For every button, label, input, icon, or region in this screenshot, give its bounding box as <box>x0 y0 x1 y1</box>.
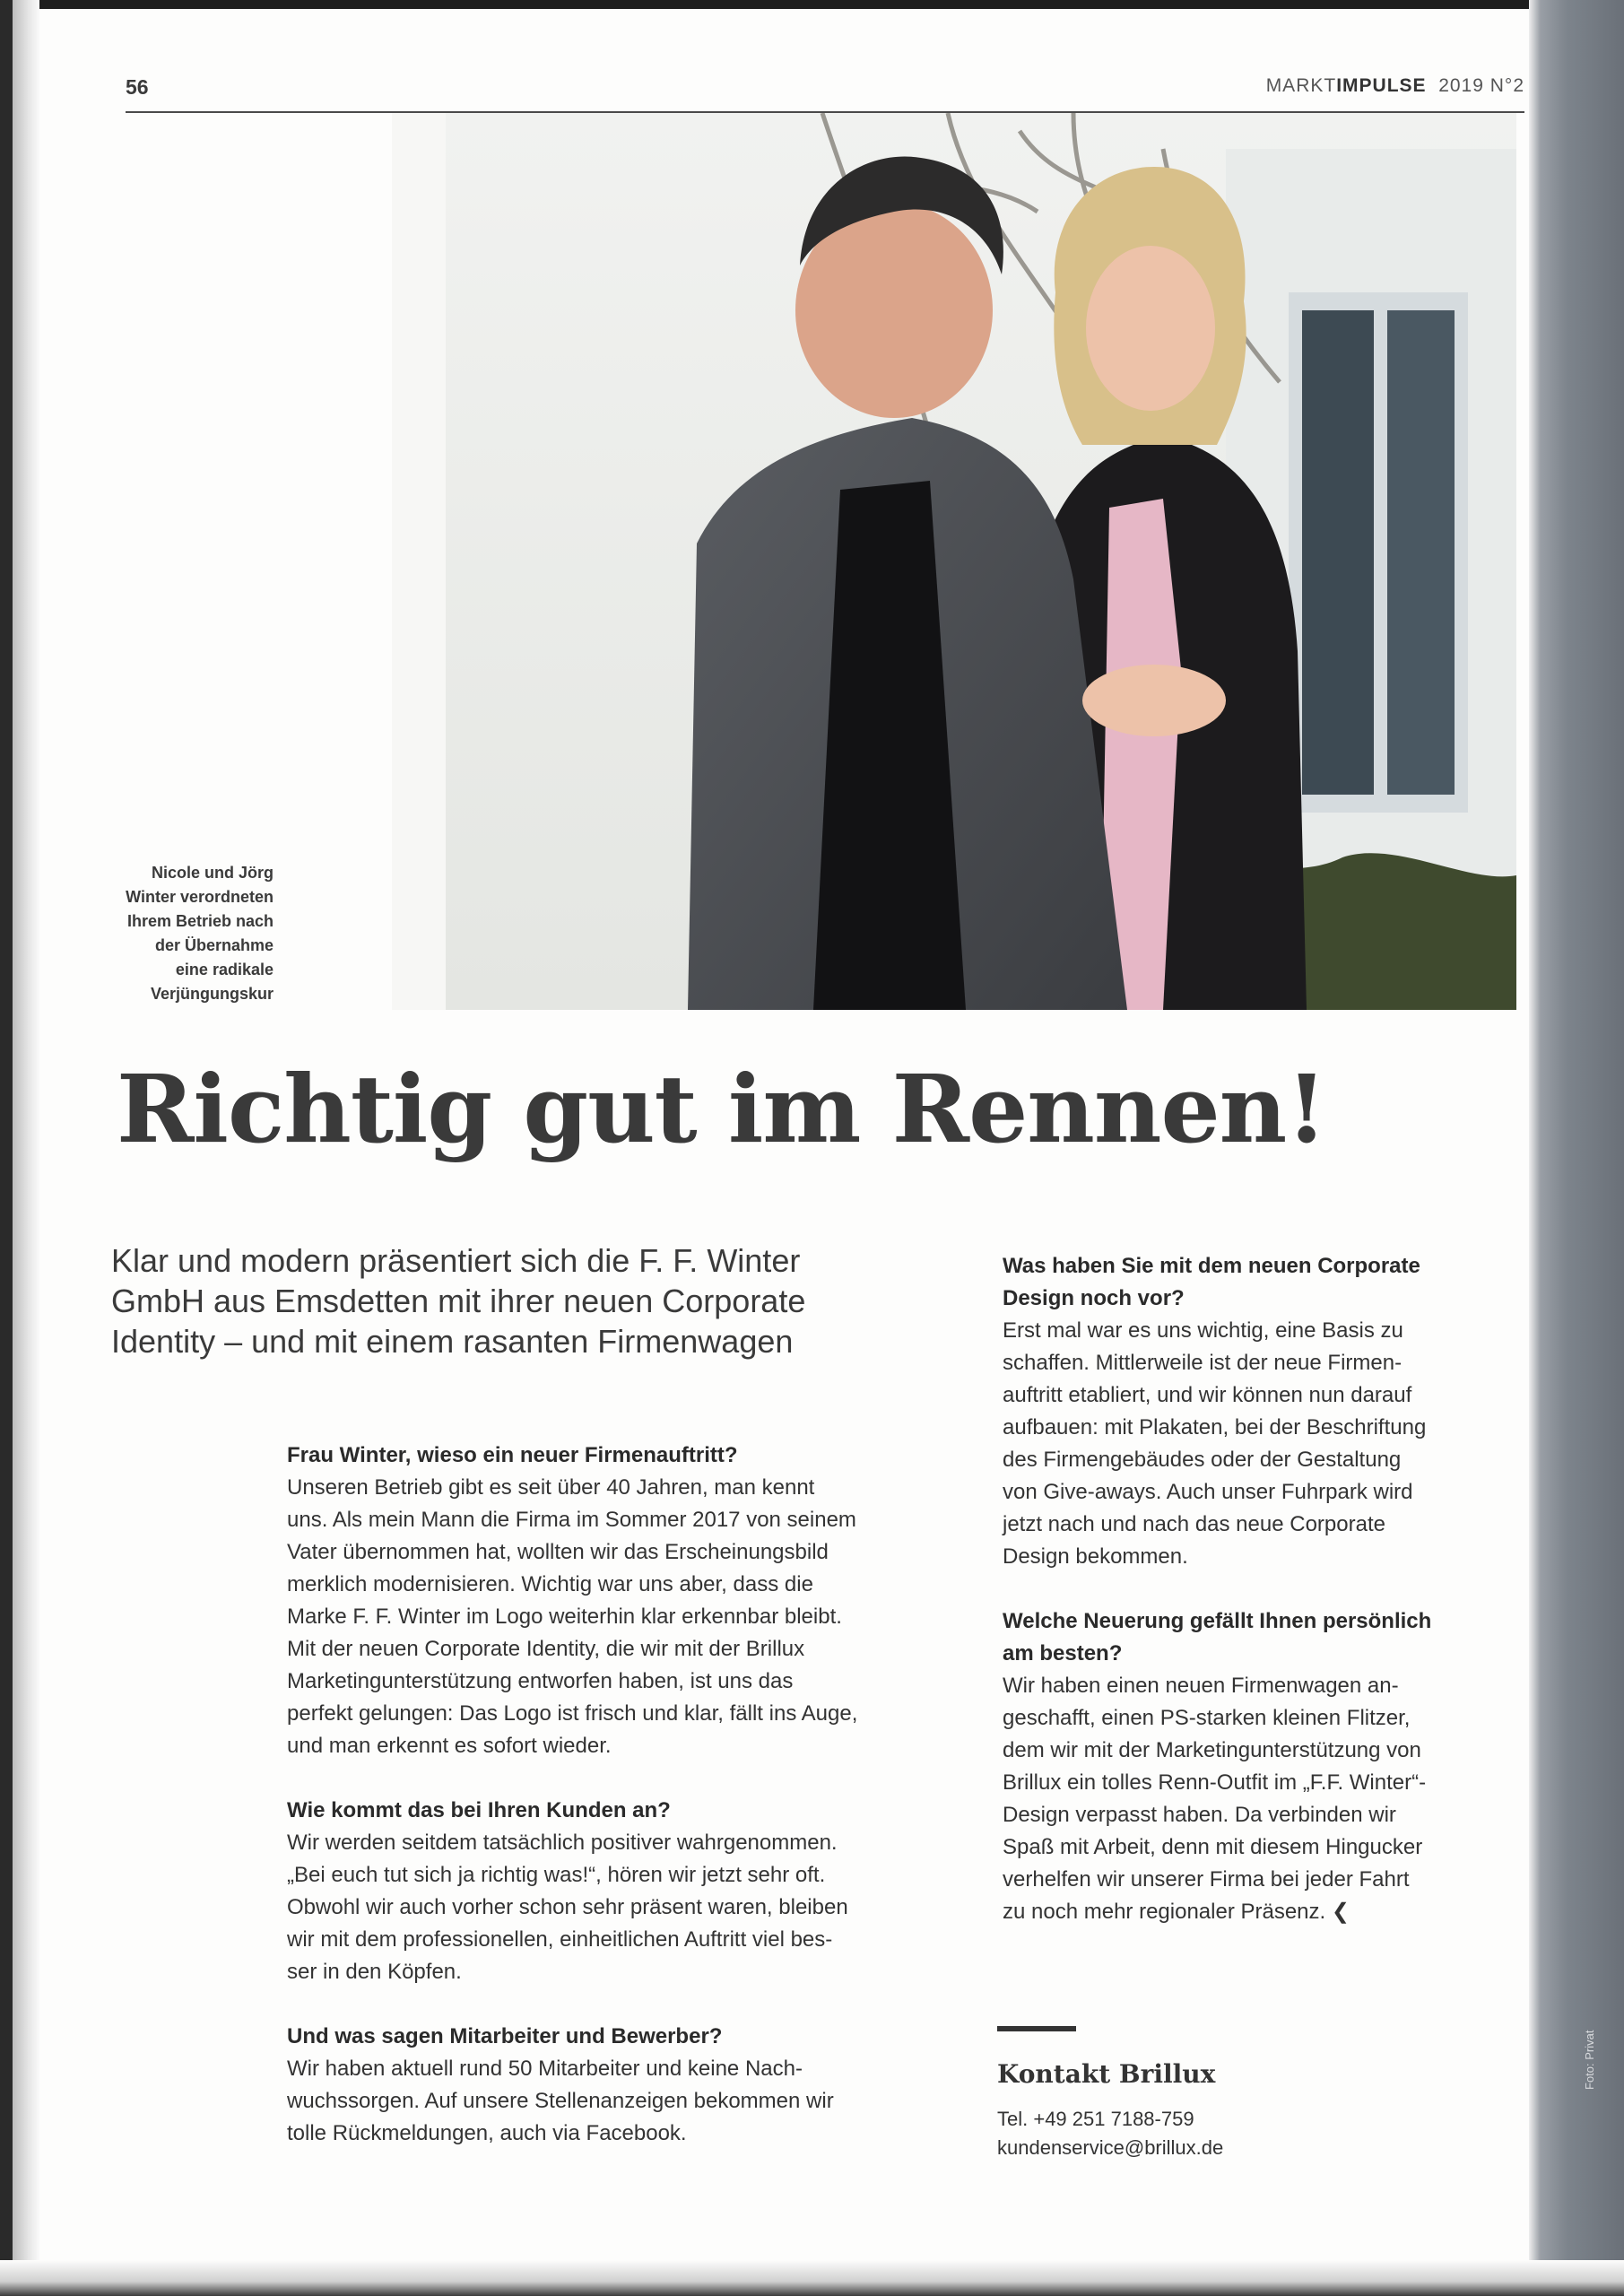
article-headline: Richtig gut im Rennen! <box>117 1054 1326 1164</box>
answer-line: Marketingunterstützung entworfen haben, ist uns das <box>287 1669 794 1693</box>
contact-email: kundenservice@brillux.de <box>997 2136 1224 2159</box>
interview-block <box>1003 1250 1523 1573</box>
caption-line: Nicole und Jörg <box>151 864 274 882</box>
interview-answer <box>1003 1315 1523 1573</box>
answer-line: von Give-aways. Auch unser Fuhrpark wird <box>1003 1480 1413 1504</box>
magazine-name: IMPULSE <box>1336 75 1427 96</box>
contact-title: Kontakt Brillux <box>997 2059 1216 2089</box>
interview-right-column <box>1003 1250 1523 1961</box>
article-photo <box>392 113 1516 1010</box>
answer-line: Design bekommen. <box>1003 1544 1188 1569</box>
interview-question: Design noch vor? <box>1003 1286 1185 1310</box>
contact-rule <box>997 2026 1076 2031</box>
answer-line: Brillux ein tolles Renn-Outfit im „F.F. Winter“- <box>1003 1770 1427 1795</box>
answer-line: wuchssorgen. Auf unsere Stellenanzeigen bekommen wir <box>287 2089 834 2113</box>
answer-line: perfekt gelungen: Das Logo ist frisch und klar, fällt ins Auge, <box>287 1701 858 1726</box>
magazine-spine <box>1529 0 1624 2296</box>
interview-question: Frau Winter, wieso ein neuer Firmenauftritt? <box>287 1443 738 1467</box>
answer-line: Spaß mit Arbeit, denn mit diesem Hingucker <box>1003 1835 1423 1859</box>
answer-line: Wir haben aktuell rund 50 Mitarbeiter und keine Nach- <box>287 2057 803 2081</box>
caption-line: Ihrem Betrieb nach <box>126 912 274 930</box>
photo-couple-icon <box>392 113 1516 1010</box>
answer-line: des Firmengebäudes oder der Gestaltung <box>1003 1448 1402 1472</box>
interview-question: Und was sagen Mitarbeiter und Bewerber? <box>287 2024 723 2048</box>
page-header <box>126 72 1524 111</box>
scan-frame-top <box>0 0 1624 9</box>
interview-answer <box>1003 1670 1523 1928</box>
caption-line: Winter verordneten <box>126 888 274 906</box>
answer-line: Unseren Betrieb gibt es seit über 40 Jahren, man kennt <box>287 1475 815 1500</box>
page-number: 56 <box>126 75 149 99</box>
answer-line: aufbauen: mit Plakaten, bei der Beschriftung <box>1003 1415 1427 1439</box>
answer-line: jetzt nach und nach das neue Corporate <box>1003 1512 1385 1536</box>
interview-question: Welche Neuerung gefällt Ihnen persönlich <box>1003 1609 1432 1633</box>
answer-line: geschafft, einen PS-starken kleinen Flitzer, <box>1003 1706 1411 1730</box>
interview-block <box>287 1795 986 1988</box>
interview-block <box>287 1439 986 1762</box>
lead-line: Klar und modern präsentiert sich die F. F. Winter <box>111 1242 801 1279</box>
magazine-issue: 2019 N°2 <box>1438 75 1524 96</box>
answer-line: verhelfen wir unserer Firma bei jeder Fahrt <box>1003 1867 1410 1892</box>
answer-line: uns. Als mein Mann die Firma im Sommer 2017 von seinem <box>287 1508 856 1532</box>
answer-line: merklich modernisieren. Wichtig war uns aber, dass die <box>287 1572 813 1596</box>
scan-frame-bottom <box>0 2260 1624 2296</box>
answer-line: Mit der neuen Corporate Identity, die wir mit der Brillux <box>287 1637 805 1661</box>
photo-credit: Foto: Privat <box>1583 2030 1596 2090</box>
binding-gutter <box>13 0 39 2296</box>
interview-answer <box>287 2053 986 2150</box>
answer-line: auftritt etabliert, und wir können nun darauf <box>1003 1383 1412 1407</box>
lead-line: GmbH aus Emsdetten mit ihrer neuen Corporate <box>111 1283 806 1319</box>
interview-answer <box>287 1472 986 1762</box>
answer-line: Vater übernommen hat, wollten wir das Erscheinungsbild <box>287 1540 829 1564</box>
answer-line: Design verpasst haben. Da verbinden wir <box>1003 1803 1396 1827</box>
interview-question: Was haben Sie mit dem neuen Corporate <box>1003 1254 1420 1278</box>
answer-line: Wir werden seitdem tatsächlich positiver wahrgenommen. <box>287 1831 838 1855</box>
caption-line: der Übernahme <box>154 936 274 954</box>
interview-answer <box>287 1827 986 1988</box>
magazine-title <box>1266 75 1524 97</box>
lead-line: Identity – und mit einem rasanten Firmenwagen <box>111 1323 794 1360</box>
photo-caption <box>108 861 274 1006</box>
interview-block <box>1003 1605 1523 1928</box>
answer-line: tolle Rückmeldungen, auch via Facebook. <box>287 2121 687 2145</box>
caption-line: Verjüngungskur <box>150 985 274 1003</box>
answer-line: ser in den Köpfen. <box>287 1960 462 1984</box>
caption-line: eine radikale <box>175 961 274 978</box>
answer-line: „Bei euch tut sich ja richtig was!“, hören wir jetzt sehr oft. <box>287 1863 826 1887</box>
interview-block <box>287 2021 986 2150</box>
answer-line: Marke F. F. Winter im Logo weiterhin klar erkennbar bleibt. <box>287 1605 842 1629</box>
interview-left-column <box>287 1439 986 2182</box>
answer-line: und man erkennt es sofort wieder. <box>287 1734 612 1758</box>
answer-line: Obwohl wir auch vorher schon sehr präsent waren, bleiben <box>287 1895 848 1919</box>
interview-question: am besten? <box>1003 1641 1123 1665</box>
magazine-prefix: MARKT <box>1265 75 1337 96</box>
answer-line: dem wir mit der Marketingunterstützung von <box>1003 1738 1421 1762</box>
contact-phone: Tel. +49 251 7188-759 <box>997 2108 1194 2130</box>
answer-line: Erst mal war es uns wichtig, eine Basis zu <box>1003 1318 1403 1343</box>
answer-line: wir mit dem professionellen, einheitlichen Auftritt viel bes- <box>287 1927 833 1952</box>
article-lead <box>111 1240 900 1361</box>
answer-line: zu noch mehr regionaler Präsenz. ❮ <box>1003 1900 1350 1924</box>
answer-line: schaffen. Mittlerweile ist der neue Firmen- <box>1003 1351 1403 1375</box>
interview-question: Wie kommt das bei Ihren Kunden an? <box>287 1798 671 1822</box>
answer-line: Wir haben einen neuen Firmenwagen an- <box>1003 1674 1399 1698</box>
scan-frame-left <box>0 0 13 2296</box>
